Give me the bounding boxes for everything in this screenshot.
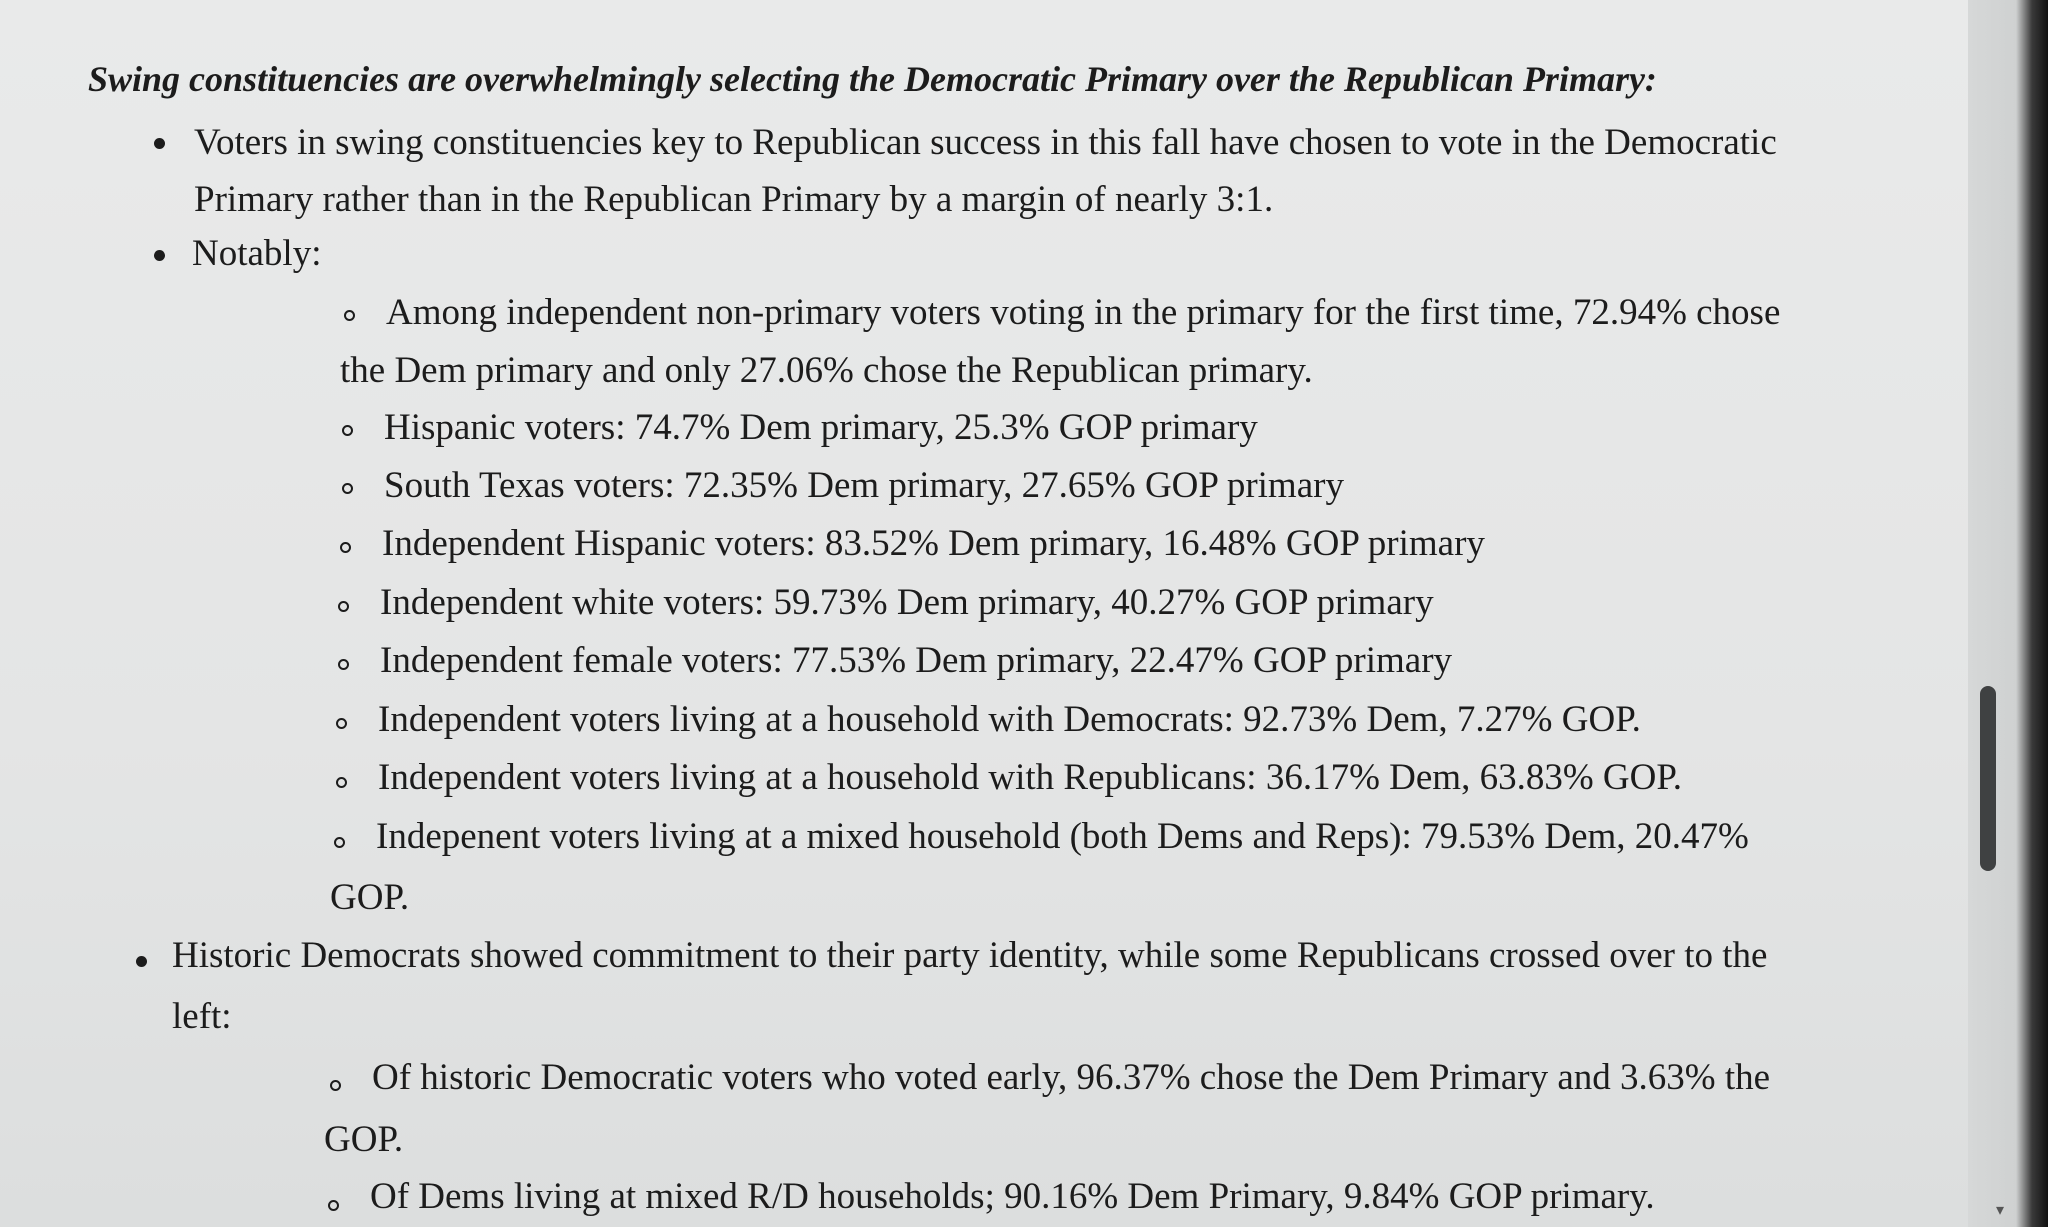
sub-item-mixed-household-line-2: GOP.: [330, 877, 410, 918]
sub-item-mixed-rd-households: Of Dems living at mixed R/D households; 90.16% Dem Primary, 9.84% GOP primary.: [370, 1176, 1655, 1217]
bullet-1-line-1: Voters in swing constituencies key to Republican success in this fall have chosen to vote in the Democratic: [194, 122, 1777, 163]
sub-item-independent-female: Independent female voters: 77.53% Dem primary, 22.47% GOP primary: [380, 640, 1453, 681]
sub-item-independent-first-time-line-2: the Dem primary and only 27.06% chose the Republican primary.: [340, 350, 1313, 391]
sub-bullet-marker: [336, 718, 347, 729]
sub-item-hispanic-voters: Hispanic voters: 74.7% Dem primary, 25.3% GOP primary: [384, 407, 1258, 448]
bullet-marker: [154, 138, 165, 149]
sub-item-historic-democrats-line-1: Of historic Democratic voters who voted early, 96.37% chose the Dem Primary and 3.63% the: [372, 1057, 1771, 1098]
bullet-3-line-2: left:: [172, 996, 232, 1037]
sub-bullet-marker: [340, 542, 351, 553]
sub-item-household-republicans: Independent voters living at a household with Republicans: 36.17% Dem, 63.83% GOP.: [378, 757, 1683, 798]
bullet-marker: [136, 956, 147, 967]
sub-bullet-marker: [342, 425, 353, 436]
bullet-3-line-1: Historic Democrats showed commitment to their party identity, while some Republicans crossed over to the: [172, 935, 1768, 976]
sub-bullet-marker: [338, 659, 349, 670]
sub-bullet-marker: [330, 1080, 341, 1091]
sub-bullet-marker: [336, 777, 347, 788]
scrollbar-thumb[interactable]: [1980, 686, 1996, 871]
bullet-1-line-2: Primary rather than in the Republican Primary by a margin of nearly 3:1.: [194, 179, 1274, 220]
sub-bullet-marker: [338, 601, 349, 612]
sub-item-household-democrats: Independent voters living at a household with Democrats: 92.73% Dem, 7.27% GOP.: [378, 699, 1641, 740]
sub-item-independent-white: Independent white voters: 59.73% Dem primary, 40.27% GOP primary: [380, 582, 1434, 623]
sub-item-independent-first-time-line-1: Among independent non-primary voters voting in the primary for the first time, 72.94% chose: [386, 292, 1781, 333]
sub-item-independent-hispanic: Independent Hispanic voters: 83.52% Dem primary, 16.48% GOP primary: [382, 523, 1485, 564]
sub-item-historic-democrats-line-2: GOP.: [324, 1119, 404, 1160]
sub-item-mixed-household-line-1: Indepenent voters living at a mixed household (both Dems and Reps): 79.53% Dem, 20.47%: [376, 816, 1749, 857]
section-heading: Swing constituencies are overwhelmingly selecting the Democratic Primary over the Republican Primary:: [88, 59, 1657, 99]
sub-bullet-marker: [344, 310, 355, 321]
sub-bullet-marker: [334, 837, 345, 848]
scroll-down-arrow-icon[interactable]: ▾: [1996, 1200, 2005, 1219]
bullet-marker: [154, 250, 165, 261]
sub-bullet-marker: [328, 1200, 339, 1211]
sub-item-south-texas-voters: South Texas voters: 72.35% Dem primary, 27.65% GOP primary: [384, 465, 1344, 506]
vertical-scrollbar[interactable]: [1968, 0, 2048, 1227]
bullet-2-line-1: Notably:: [192, 233, 322, 274]
sub-bullet-marker: [342, 483, 353, 494]
